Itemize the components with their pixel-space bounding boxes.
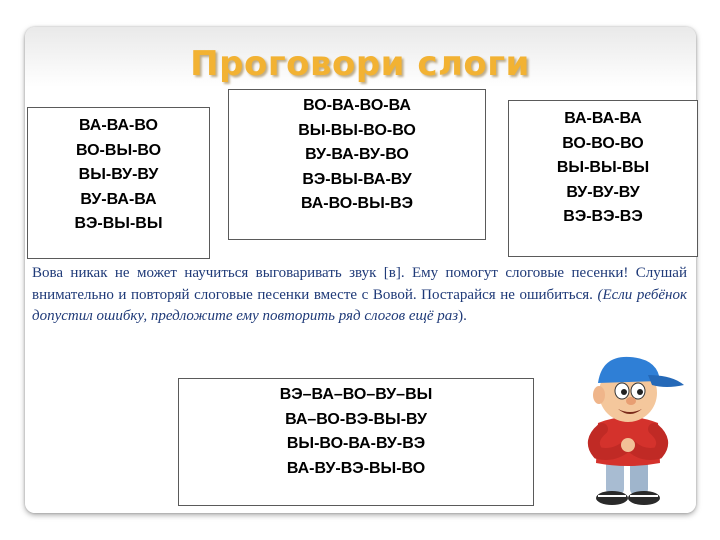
instruction-text: Вова никак не может научиться выговаривать звук [в]. Ему помогут слоговые песенки! Слушай внимательно и повторяй слоговые песенки вместе с Вовой. Постарайся не ошибиться.	[32, 265, 687, 303]
syllable-line: ВЫ-ВЫ-ВО-ВО	[298, 121, 416, 139]
syllable-line: ВЫ-ВУ-ВУ	[78, 166, 159, 183]
instruction-paragraph	[32, 263, 687, 328]
syllable-line: ВА-ВУ-ВЭ-ВЫ-ВО	[286, 459, 426, 477]
syllable-line: ВА-ВО-ВЫ-ВЭ	[300, 195, 414, 212]
syllable-line: ВЭ-ВЭ-ВЭ	[563, 208, 643, 225]
boy-pupil	[621, 389, 627, 395]
syllable-line: ВЫ-ВЫ-ВЫ	[556, 159, 650, 176]
syllable-line: ВЭ–ВА–ВО–ВУ–ВЫ	[279, 386, 433, 403]
syllable-line: ВО-ВЫ-ВО	[75, 141, 162, 159]
boy-cap-visor	[648, 375, 684, 387]
syllable-line: ВУ-ВА-ВА	[80, 190, 157, 208]
syllable-line: ВА-ВА-ВО	[79, 117, 158, 134]
boy-ear	[593, 386, 605, 404]
syllable-line: ВУ-ВА-ВУ-ВО	[305, 146, 409, 163]
boy-pupil	[637, 389, 643, 395]
instruction-note: (Если ребёнок допустил ошибку, предложите ему повторить ряд слогов ещё раз	[32, 286, 687, 324]
syllable-line: ВА–ВО-ВЭ-ВЫ-ВУ	[285, 410, 427, 428]
boy-nose	[626, 397, 636, 405]
syllable-line: ВО-ВА-ВО-ВА	[303, 97, 411, 114]
syllable-line: ВУ-ВУ-ВУ	[566, 183, 640, 201]
syllable-box-4	[178, 378, 534, 506]
syllable-line: ВА-ВА-ВА	[564, 110, 642, 127]
slide-title: Проговори слоги	[190, 44, 530, 84]
syllable-box-1	[27, 107, 210, 259]
syllable-line: ВЭ-ВЫ-ВЫ	[74, 215, 163, 232]
cartoon-boy-illustration	[568, 345, 688, 510]
boy-shoe-right	[628, 491, 660, 505]
syllable-line: ВО-ВО-ВО	[562, 134, 644, 152]
boy-hands	[621, 438, 635, 452]
syllable-line: ВЭ-ВЫ-ВА-ВУ	[302, 170, 412, 188]
boy-shoe-left	[596, 491, 628, 505]
syllable-box-2	[228, 89, 486, 240]
instruction-note-end: ).	[458, 308, 467, 324]
syllable-box-3	[508, 100, 698, 257]
syllable-line: ВЫ-ВО-ВА-ВУ-ВЭ	[286, 435, 426, 452]
